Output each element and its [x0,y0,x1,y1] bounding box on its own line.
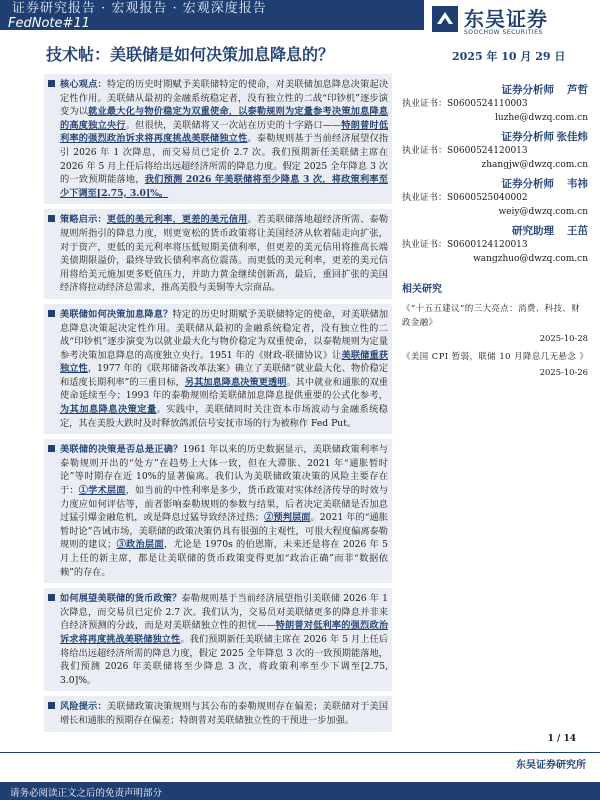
emphasis-text: 为其加息降息决策定量 [60,404,157,416]
company-logo [424,0,600,40]
emphasis-text: 特朗普时低利率的强烈政治诉求将再度挑战美联储独立性 [60,119,389,145]
correctness-section [44,439,392,583]
text: 。我们预期新任美联储主席在 2026 年 5 月上任后将给出远超经济所需的降息力度，假定 2025 全年降息 3 次的一致预期能落地，我们预测 2026 年美联储将至少降息 3 次，将政策利率至少下调至[2.75, 3.0]%。 [60,633,388,686]
strategy-section [44,209,392,299]
main-column [44,74,392,732]
analyst-email[interactable]: zhangjw@dwzq.com.cn [481,160,588,170]
emphasis-text: 我们预测 2026 年美联储将至少降息 3 次，将政策利率至少下调至[2.75, 3.0]%。 [60,174,388,199]
emphasis-text: ①学术层面 [78,485,126,497]
emphasis-text: ②预判层面 [264,512,311,524]
related-research-heading: 相关研究 [402,284,442,295]
sidebar-column [402,74,588,377]
disclaimer-bar [0,782,600,800]
analyst-cert [402,97,588,111]
cert-number: S0600524110003 [447,99,528,109]
emphasis-text: 更低的美元利率，更差的美元信用 [106,214,248,226]
section-heading: 美联储如何决策加息降息？ [60,308,173,320]
analyst-block [402,176,588,219]
square-bullet-icon [48,80,55,87]
analyst-name: 张佳炜 [556,131,588,143]
report-date: 2025 年 10 月 29 日 [452,50,566,63]
analyst-email[interactable]: weiy@dwzq.com.cn [498,207,588,217]
text: 。实践中，美联储同时关注资本市场波动与金融系统稳定，其在美股大跌时及时释放鸽派信号安抚市场的行为被称作 Fed Put。 [60,404,388,429]
emphasis-text: 就业最大化与物价稳定为双重使命，以泰勒规则为定量参考决策加息降息的高度独立央行 [60,106,389,131]
logo-text-en: SOOCHOW SECURITIES [464,29,543,36]
text: ，如当前的中性利率是多少，货币政策对实体经济传导的时效与力度应如何评估等，前者影响泰勒规则的参数与结果，后者决定美联储是否加息过猛引爆金融危机，或是降息过猛导致经济过热； [60,485,389,524]
square-bullet-icon [48,594,55,601]
text: 。但很快，美联储将又一次站在历史的十字路口—— [125,119,342,131]
emphasis-text: ③政治层面 [116,539,164,551]
cert-label: 执业证书： [402,240,448,250]
logo-text-cn: 东吴证券 [464,7,548,31]
decision-section [44,304,392,434]
analyst-email[interactable]: luzhe@dwzq.com.cn [494,113,588,123]
series-label: FedNote#11 [8,16,90,31]
square-bullet-icon [48,215,55,222]
section-heading: 风险提示： [60,701,107,713]
text: 特定的历史时期赋予美联储特定的使命，对美联储加息降息决策起决定性作用。美联储从最初的金融系统稳定者，没有独立性的二战“印钞机”逐步演变为以 [60,79,389,118]
text: 泰勒规则基于当前经济展望指引美联储 2026 年 1 次降息，而交易员已定价 2.7 次。我们认为，交易员对美联储更多的降息并非来自经济预测的分歧，而是对美联储独立性的担忧—— [60,593,388,632]
text: ，尤论是 1970s 的伯恩斯，未来还是将在 2026 年 5 月上任的新主席，都是让美联储的货币政策变得更加“政治正确”而非“数据依赖”的存在。 [60,539,388,578]
analyst-name: 韦祎 [567,178,588,190]
analyst-block [402,129,588,172]
emphasis-text: 另其加息降息决策更透明 [184,376,287,388]
cert-number: S0600124120013 [447,240,528,250]
core-view-section [44,74,392,204]
analyst-name: 芦哲 [567,84,588,96]
square-bullet-icon [48,445,55,452]
cert-number: S0600524120013 [447,146,528,156]
analyst-name: 王茁 [567,225,588,237]
analyst-role [402,82,588,97]
analyst-role [402,176,588,191]
related-item-date: 2025-10-28 [539,333,588,343]
cert-number: S0600525040002 [447,193,528,203]
section-heading: 策略启示： [60,214,107,226]
role-label: 证券分析师 [501,131,554,143]
report-title: 技术帖：美联储是如何决策加息降息的？ [46,45,335,64]
analyst-cert [402,238,588,252]
section-heading: 如何展望美联储的货币政策？ [60,593,182,605]
text: ，1977 年的《联邦储备改革法案》确立了美联储“就业最大化、物价稳定和适度长期利率”的三重目标， [60,363,389,388]
role-label: 研究助理 [512,225,554,237]
emphasis-text: 特朗普对低利率的强烈政治诉求将再度挑战美联储独立性 [60,620,389,645]
square-bullet-icon [48,702,55,709]
text: 美联储政策决策规则与其公布的泰勒规则存在偏差；美联储对于美国增长和通胀的预期存在偏差；特朗普对美联储独立性的干预进一步加强。 [60,701,389,726]
analyst-email[interactable]: wangzhuo@dwzq.com.cn [473,254,588,264]
section-heading: 核心观点： [60,79,107,90]
analyst-role [402,129,588,144]
text: 。其中就业和通胀的双重使命延续至今；1993 年的泰勒规则给美联储加息降息提供重要的公式化参考， [60,376,388,402]
text: 。若美联储落地超经济所需、泰勒规则所指引的降息力度，则更宽松的货币政策将让美国经济从软着陆走向扩张，对于资产，更低的美元利率将压低短期美债利率，但更差的美元信用将推高长端美债期限溢价，最终导致长债利率高位震荡。而更低的美元利率，更差的美元信用将给美元施加更多贬值压力，并助力黄金继续创新高，最后，重回扩张的美国经济将拉动经济总需求，推高美股与美铜等大宗商品。 [60,214,389,294]
text: 。2021 年的“通胀暂时论”告诫市场，美联储的政策决策仍具有很强的主观性，可很大程度偏离泰勒规则的建议； [60,512,389,551]
risk-section [44,696,392,731]
section-heading: 美联储的决策是否总是正确？ [60,444,183,456]
outlook-section [44,588,392,691]
analyst-role [402,223,588,238]
related-item-title[interactable]: 《美国 CPI 暂弱，联储 10 月降息几无悬念 》 [402,351,589,361]
analyst-cert [402,191,588,205]
analyst-block [402,82,588,125]
square-bullet-icon [48,310,55,317]
report-category: 证券研究报告 · 宏观报告 · 宏观深度报告 [12,1,267,16]
related-item-date: 2025-10-26 [539,367,588,377]
footer-divider [0,752,600,753]
disclaimer-text: 请务必阅读正文之后的免责声明部分 [10,788,163,799]
role-label: 证券分析师 [501,84,554,96]
cert-label: 执业证书： [402,99,448,109]
cert-label: 执业证书： [402,146,448,156]
analyst-block [402,223,588,266]
text: 。泰勒规则基于当前经济展望仅指引 2026 年 1 次降息，而交易员已定价 2.7 次。我们预期新任美联储主席在 2026 年 5 月上任后将给出远超经济所需的降息力度。假定 2025 全年降息 3 次的一致预期能落地， [60,133,389,186]
logo-mark-icon [432,6,458,32]
role-label: 证券分析师 [501,178,554,190]
page-number: 1 / 14 [547,734,576,744]
cert-label: 执业证书： [402,193,448,203]
footer-organization: 东吴证券研究所 [516,760,586,771]
text: 特定的历史时期赋予美联储特定的使命，对美联储加息降息决策起决定性作用。美联储从最初的金融系统稳定者，没有独立性的二战“印钞机”逐步演变为以就业最大化与物价稳定为双重使命，以泰勒规则为定量参考决策加息降息的高度独立央行。1951 年的《财政-联储协议》让 [60,308,389,361]
text: 1961 年以来的历史数据显示，美联储政策利率与泰勒规则开出的“处方”在趋势上大体一致，但在大滞胀、2021 年“通胀暂时论”等时期存在近 10%的显著偏离。我们认为美联储政策决策的风险主要存在于： [60,444,388,497]
emphasis-text: 美联储重获独立性 [60,349,389,375]
analyst-cert [402,144,588,158]
related-item-title[interactable]: 《“十五五建议”的三大亮点：消费、科技、财政金融》 [402,303,581,327]
